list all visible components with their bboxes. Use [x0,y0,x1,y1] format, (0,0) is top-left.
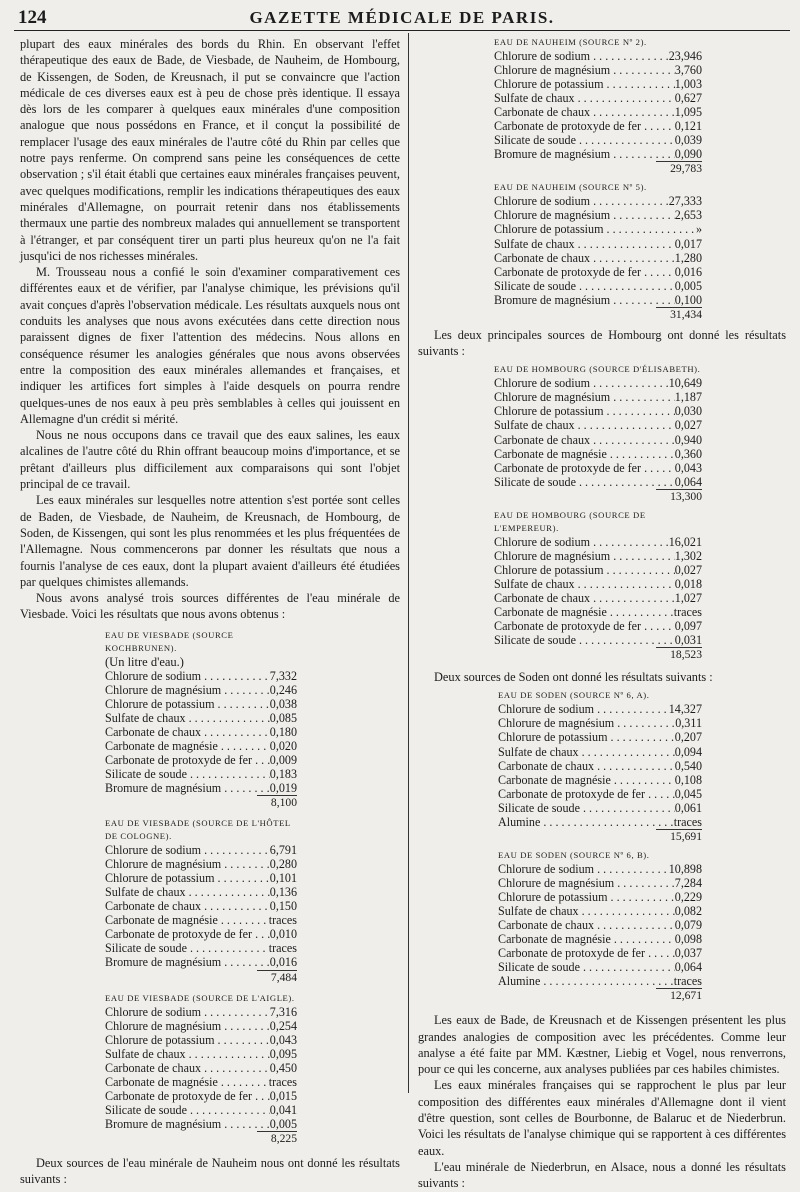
compound-value: 10,649 [668,376,702,391]
table-row [494,633,702,647]
analysis-table-hombourg-elisabeth [494,363,702,504]
compound-value: 0,254 [269,1018,297,1033]
total-value: 8,225 [257,1131,297,1145]
compound-name: Chlorure de magnésium . . . [105,1019,270,1033]
compound-value: 1,027 [674,590,702,605]
table-row [105,1103,297,1117]
table-row [498,862,702,876]
compound-name: Sulfate de chaux . . . [498,745,675,759]
paragraph: Les eaux de Bade, de Kreusnach et de Kissengen présentent les plus grandes analogies de composition avec les précédentes. Comme leur analyse a été faite par MM. Kæstner, Liebig et Vogel, nous renverrons, pour ce qui les concerne, aux analyses publiées par ces habiles chimistes. [418,1013,786,1077]
table-title: EAU DE NAUHEIM (SOURCE Nº 2). [494,37,647,47]
compound-value: 0,246 [269,682,297,697]
compound-name: Bromure de magnésium . . . [494,147,675,161]
table-row [494,194,702,208]
table-row [494,237,702,251]
table-title: EAU DE HOMBOURG (SOURCE DE L'EMPEREUR). [494,509,646,533]
compound-name: Sulfate de chaux . . . [105,1047,270,1061]
compound-value: 0,043 [269,1032,297,1047]
analysis-table-viesbade-cologne [105,817,297,985]
table-row [498,918,702,932]
compound-value: 0,311 [675,716,702,731]
table-row [494,605,702,619]
table-row [105,725,297,739]
compound-value: 0,017 [674,236,702,251]
compound-value: traces [268,913,297,928]
compound-name: Carbonate de magnésie . . . [105,913,269,927]
table-title: EAU DE VIESBADE (SOURCE DE L'HÔTEL DE COLOGNE). [105,818,291,842]
table-row [105,871,297,885]
table-total [105,795,297,811]
compound-value: 0,094 [674,744,702,759]
compound-name: Carbonate de protoxyde de fer . . . [105,927,270,941]
compound-name: Chlorure de potassium . . . [494,404,675,418]
compound-name: Chlorure de magnésium . . . [494,208,675,222]
compound-name: Chlorure de potassium . . . [498,890,675,904]
compound-name: Chlorure de magnésium . . . [105,683,270,697]
compound-name: Sulfate de chaux . . . [105,885,270,899]
table-row [494,619,702,633]
total-value: 29,783 [656,161,702,175]
compound-value: 6,791 [269,843,297,858]
compound-value: traces [673,814,702,829]
compound-value: 0,229 [674,889,702,904]
compound-value: 0,064 [674,474,702,489]
table-title: EAU DE SODEN (SOURCE Nº 6, B). [498,849,650,860]
compound-name: Chlorure de potassium . . . [494,222,696,236]
compound-name: Carbonate de chaux . . . [494,105,675,119]
compound-name: Chlorure de potassium . . . [105,1033,270,1047]
compound-name: Chlorure de sodium . . . [498,862,669,876]
table-title: EAU DE NAUHEIM (SOURCE Nº 5). [494,182,647,193]
compound-value: 0,095 [269,1046,297,1061]
table-row [498,946,702,960]
table-row [498,702,702,716]
compound-name: Sulfate de chaux . . . [494,237,675,251]
table-row [105,711,297,725]
table-title: EAU DE VIESBADE (SOURCE DE L'AIGLE). [105,992,295,1003]
compound-value: 0,016 [674,264,702,279]
compound-name: Carbonate de protoxyde de fer . . . [105,753,270,767]
compound-value: 0,039 [674,133,702,148]
total-value: 7,484 [257,970,297,984]
compound-value: 0,085 [269,710,297,725]
compound-name: Bromure de magnésium . . . [105,781,270,795]
compound-name: Sulfate de chaux . . . [498,904,675,918]
compound-name: Sulfate de chaux . . . [494,577,675,591]
compound-value: 3,760 [674,63,702,78]
table-row [494,251,702,265]
compound-value: 0,019 [269,781,297,796]
compound-name: Carbonate de protoxyde de fer . . . [498,946,675,960]
compound-name: Sulfate de chaux . . . [105,711,270,725]
compound-value: 0,100 [674,292,702,307]
table-row [105,739,297,753]
paragraph: plupart des eaux minérales des bords du Rhin. En observant l'effet thérapeutique des eaux de Bade, de Viesbade, de Nauheim, de Hombourg, de Kissengen, de Soden, de Kreusnach, il put se convaincre que l'action médicale de ces diverses eaux est à peu de chose près identique. Il essaya dès lors de les comparer à quelques eaux minérales d'une composition analogue que nous possédons en France, et il conçut la possibilité de remplacer l'usage des eaux minérales de l'autre côté du Rhin par celles que notre pays renferme. On comprend sans peine les conséquences de cette observation ; s'il était établi que certaines eaux minérales françaises peuvent, avec quelques modifications, remplir les indications thérapeutiques des eaux minérales d'Allemagne, on pourrait retenir dans nos établissements thermaux une partie des nombreux malades qui annuellement se transportent à l'étranger, et par conséquent tirer un parti plus heureux qu'on ne l'a fait jusqu'ici de nos richesses minérales. [20,37,400,263]
analysis-table-nauheim-5 [494,181,702,322]
table-row [498,759,702,773]
table-total [105,970,297,986]
table-row [498,730,702,744]
table-row [105,927,297,941]
table-row [105,857,297,871]
table-row [105,669,297,683]
table-total [494,647,702,663]
compound-value: 0,280 [269,857,297,872]
compound-value: 7,284 [674,875,702,890]
paragraph: Deux sources de l'eau minérale de Nauheim nous ont donné les résultats suivants : [20,1155,400,1187]
compound-name: Chlorure de potassium . . . [498,730,675,744]
table-title: EAU DE SODEN (SOURCE Nº 6, A). [498,690,650,701]
compound-value: traces [673,604,702,619]
table-row [494,105,702,119]
compound-value: 0,180 [269,724,297,739]
compound-value: 0,136 [269,885,297,900]
compound-value: 0,098 [674,932,702,947]
analysis-table-hombourg-empereur [494,509,702,663]
paragraph: Nous avons analysé trois sources différentes de l'eau minérale de Viesbade. Voici les résultats que nous avons obtenus : [20,591,400,622]
compound-value: 0,009 [269,752,297,767]
table-row [498,960,702,974]
compound-value: 14,327 [668,702,702,717]
compound-name: Chlorure de sodium . . . [494,376,669,390]
compound-value: 0,041 [269,1102,297,1117]
total-value: 8,100 [257,795,297,809]
compound-value: traces [268,1074,297,1089]
table-total [105,1131,297,1147]
compound-value: 0,027 [674,418,702,433]
compound-name: Chlorure de potassium . . . [105,871,270,885]
compound-value: 7,332 [269,668,297,683]
compound-name: Chlorure de magnésium . . . [494,390,675,404]
table-row [498,932,702,946]
compound-value: 0,045 [674,786,702,801]
analysis-table-viesbade-kochbrunen [105,629,297,811]
compound-name: Chlorure de magnésium . . . [105,857,270,871]
table-title: EAU DE HOMBOURG (SOURCE D'ÉLISABETH). [494,364,701,375]
compound-name: Chlorure de sodium . . . [494,194,669,208]
compound-name: Carbonate de chaux . . . [105,1061,270,1075]
table-row [494,461,702,475]
analysis-table-soden-6b [498,849,702,1004]
table-row [498,974,702,988]
compound-name: Carbonate de magnésie . . . [498,773,675,787]
table-total [494,161,702,177]
total-value: 12,671 [656,988,702,1002]
table-row [494,265,702,279]
compound-name: Carbonate de protoxyde de fer . . . [105,1089,270,1103]
table-row [498,801,702,815]
compound-value: 2,653 [674,208,702,223]
compound-name: Carbonate de chaux . . . [498,759,675,773]
table-row [498,815,702,829]
table-row [105,781,297,795]
compound-value: 0,207 [674,730,702,745]
table-total [494,307,702,323]
table-row [494,293,702,307]
table-row [105,843,297,857]
compound-name: Silicate de soude . . . [494,475,675,489]
table-row [105,1005,297,1019]
paragraph: L'eau minérale de Niederbrun, en Alsace, nous a donné les résultats suivants : [418,1159,786,1191]
compound-name: Carbonate de protoxyde de fer . . . [498,787,675,801]
compound-value: 1,187 [674,390,702,405]
right-column [418,36,786,1192]
compound-value: 10,898 [668,861,702,876]
compound-value: 0,360 [674,446,702,461]
table-row [494,475,702,489]
compound-name: Silicate de soude . . . [494,279,675,293]
compound-value: 0,037 [674,946,702,961]
compound-value: 16,021 [668,534,702,549]
compound-name: Silicate de soude . . . [494,133,675,147]
table-row [105,753,297,767]
compound-name: Silicate de soude . . . [498,801,675,815]
table-row [494,447,702,461]
compound-name: Carbonate de protoxyde de fer . . . [494,119,675,133]
table-row [494,418,702,432]
compound-name: Carbonate de magnésie . . . [105,1075,269,1089]
table-row [498,787,702,801]
table-row [494,91,702,105]
compound-value: 0,043 [674,460,702,475]
analysis-table-nauheim-2 [494,36,702,177]
compound-value: 0,121 [674,119,702,134]
compound-value: 0,038 [269,696,297,711]
compound-name: Carbonate de magnésie . . . [494,447,675,461]
compound-value: 0,183 [269,767,297,782]
table-row [105,1019,297,1033]
compound-value: 0,020 [269,738,297,753]
compound-name: Chlorure de potassium . . . [105,697,270,711]
compound-value: 1,302 [674,548,702,563]
compound-name: Carbonate de magnésie . . . [105,739,270,753]
compound-name: Chlorure de sodium . . . [105,669,270,683]
compound-value: 0,101 [269,871,297,886]
compound-value: 0,027 [674,562,702,577]
compound-value: 7,316 [269,1004,297,1019]
table-row [494,133,702,147]
compound-value: 0,940 [674,432,702,447]
table-row [498,904,702,918]
table-row [498,745,702,759]
compound-value: traces [268,941,297,956]
compound-value: 0,097 [674,619,702,633]
compound-value: 0,015 [269,1088,297,1103]
compound-name: Bromure de magnésium . . . [494,293,675,307]
compound-name: Carbonate de magnésie . . . [494,605,674,619]
table-row [494,222,702,236]
table-row [105,941,297,955]
compound-name: Carbonate de magnésie . . . [498,932,675,946]
table-total [494,489,702,505]
compound-value: 0,540 [674,758,702,773]
analysis-table-soden-6a [498,689,702,844]
paragraph: Deux sources de Soden ont donné les résultats suivants : [434,670,713,685]
compound-name: Chlorure de magnésium . . . [494,549,675,563]
paragraph: Les eaux minérales françaises qui se rapprochent le plus par leur composition des différentes eaux minérales d'Allemagne dont il vient d'être question, sont celles de Bourbonne, de Balaruc et de Niederbrun. Voici les résultats de l'analyse chimique qui se rapportent à ces différentes eaux. [418,1078,786,1158]
table-row [105,955,297,969]
compound-name: Silicate de soude . . . [105,941,269,955]
table-row [105,1089,297,1103]
table-row [105,1033,297,1047]
table-row [494,549,702,563]
total-value: 15,691 [656,829,702,843]
compound-value: 0,030 [674,404,702,419]
compound-value: 0,079 [674,918,702,932]
table-row [105,913,297,927]
journal-title: GAZETTE MÉDICALE DE PARIS. [249,8,555,27]
compound-name: Carbonate de chaux . . . [105,899,270,913]
table-row [105,885,297,899]
table-row [494,147,702,161]
compound-value: 27,333 [668,194,702,209]
compound-value: 0,627 [674,91,702,106]
total-value: 18,523 [656,647,702,661]
paragraph: Les eaux minérales sur lesquelles notre attention s'est portée sont celles de Baden, de Viesbade, de Nauheim, de Kreusnach, de Hombourg, de Soden, de Kissengen, qui sont les plus renommées et les plus fréquentées de l'Allemagne. Nous commencerons par donner les résultats que nous a fournis l'analyse de ces eaux, dont la plupart avaient d'ailleurs été étudiées par quelques chimistes allemands. [20,493,400,589]
table-row [494,49,702,63]
table-row [105,767,297,781]
table-row [105,1061,297,1075]
analysis-table-viesbade-aigle [105,992,297,1147]
compound-name: Chlorure de magnésium . . . [494,63,675,77]
compound-value: 0,061 [674,800,702,815]
compound-name: Carbonate de chaux . . . [494,591,675,605]
compound-value: 23,946 [668,49,702,63]
compound-value: 0,016 [269,955,297,970]
table-row [494,63,702,77]
compound-name: Chlorure de sodium . . . [105,843,270,857]
table-subtitle: (Un litre d'eau.) [105,654,184,669]
left-column [20,36,400,1188]
compound-name: Carbonate de protoxyde de fer . . . [494,619,675,633]
compound-name: Carbonate de chaux . . . [498,918,675,932]
table-row [498,773,702,787]
compound-name: Silicate de soude . . . [105,767,270,781]
total-value: 31,434 [656,307,702,321]
compound-value: traces [673,974,702,989]
compound-value: 1,095 [674,105,702,120]
compound-value: 0,005 [269,1116,297,1131]
table-row [494,577,702,591]
compound-name: Silicate de soude . . . [105,1103,270,1117]
compound-value: 0,005 [674,278,702,293]
compound-value: 0,150 [269,899,297,914]
compound-name: Bromure de magnésium . . . [105,955,270,969]
table-row [494,119,702,133]
compound-value: 0,031 [674,633,702,648]
paragraph: M. Trousseau nous a confié le soin d'examiner comparativement ces différentes eaux et de vérifier, par l'analyse chimique, les prévisions qu'il avait conçues d'après l'observation médicale. Les résultats auxquels nous ont conduits les analyses que nous avons exécutées dans cette direction nous paraissent dignes de fixer l'attention des médecins. Nous allons en conséquence résumer les analogies générales que nous avons observées entre la composition des eaux minérales allemandes et françaises, et indiquer les artifices fort simples à l'aide desquels on pourra rendre quelques-unes de nos eaux à peu près semblables à celles qui jouissent en Allemagne d'un crédit si mérité. [20,265,400,426]
compound-name: Chlorure de sodium . . . [105,1005,270,1019]
compound-name: Silicate de soude . . . [494,633,675,647]
paragraph: Nous ne nous occupons dans ce travail que des eaux salines, les eaux alcalines de l'autre côté du Rhin offrant beaucoup moins d'importance, et se prêtant d'ailleurs plus difficilement aux comparaisons qui sont l'objet principal de ce travail. [20,428,400,492]
table-row [494,535,702,549]
compound-name: Chlorure de magnésium . . . [498,716,675,730]
table-row [494,376,702,390]
compound-name: Chlorure de sodium . . . [494,535,669,549]
compound-value: 0,450 [269,1060,297,1075]
compound-name: Carbonate de chaux . . . [494,433,675,447]
table-row [105,683,297,697]
total-value: 13,300 [656,489,702,503]
compound-name: Sulfate de chaux . . . [494,418,675,432]
compound-name: Bromure de magnésium . . . [105,1117,270,1131]
table-row [498,876,702,890]
compound-value: 0,082 [674,903,702,918]
table-row [494,404,702,418]
compound-name: Chlorure de potassium . . . [494,563,675,577]
page-number: 124 [18,7,47,28]
compound-name: Chlorure de potassium . . . [494,77,675,91]
compound-name: Chlorure de sodium . . . [494,49,669,63]
table-title: EAU DE VIESBADE (SOURCE KOCHBRUNEN). [105,629,234,653]
table-row [494,591,702,605]
table-row [494,433,702,447]
table-row [105,697,297,711]
table-row [494,390,702,404]
table-row [494,279,702,293]
table-row [105,1117,297,1131]
compound-name: Sulfate de chaux . . . [494,91,675,105]
compound-value: 0,010 [269,927,297,942]
column-divider [408,33,409,1093]
compound-name: Silicate de soude . . . [498,960,675,974]
table-row [498,716,702,730]
compound-name: Chlorure de magnésium . . . [498,876,675,890]
compound-value: 1,003 [674,77,702,92]
page-header [14,6,790,31]
table-total [498,829,702,845]
table-row [498,890,702,904]
compound-value: 0,018 [674,576,702,591]
compound-name: Alumine . . . [498,974,674,988]
compound-value: 1,280 [674,250,702,265]
table-row [105,1075,297,1089]
compound-value: 0,108 [674,772,702,787]
table-row [494,208,702,222]
compound-name: Chlorure de sodium . . . [498,702,669,716]
paragraph: Les deux principales sources de Hombourg ont donné les résultats suivants : [418,327,786,359]
table-row [494,563,702,577]
compound-name: Carbonate de protoxyde de fer . . . [494,265,675,279]
compound-value: 0,090 [674,147,702,162]
table-row [494,77,702,91]
compound-name: Carbonate de chaux . . . [105,725,270,739]
compound-value: » [695,222,702,237]
table-total [498,988,702,1004]
compound-name: Carbonate de protoxyde de fer . . . [494,461,675,475]
table-row [105,1047,297,1061]
compound-name: Carbonate de chaux . . . [494,251,675,265]
table-row [105,899,297,913]
compound-name: Alumine . . . [498,815,674,829]
compound-value: 0,064 [674,960,702,975]
